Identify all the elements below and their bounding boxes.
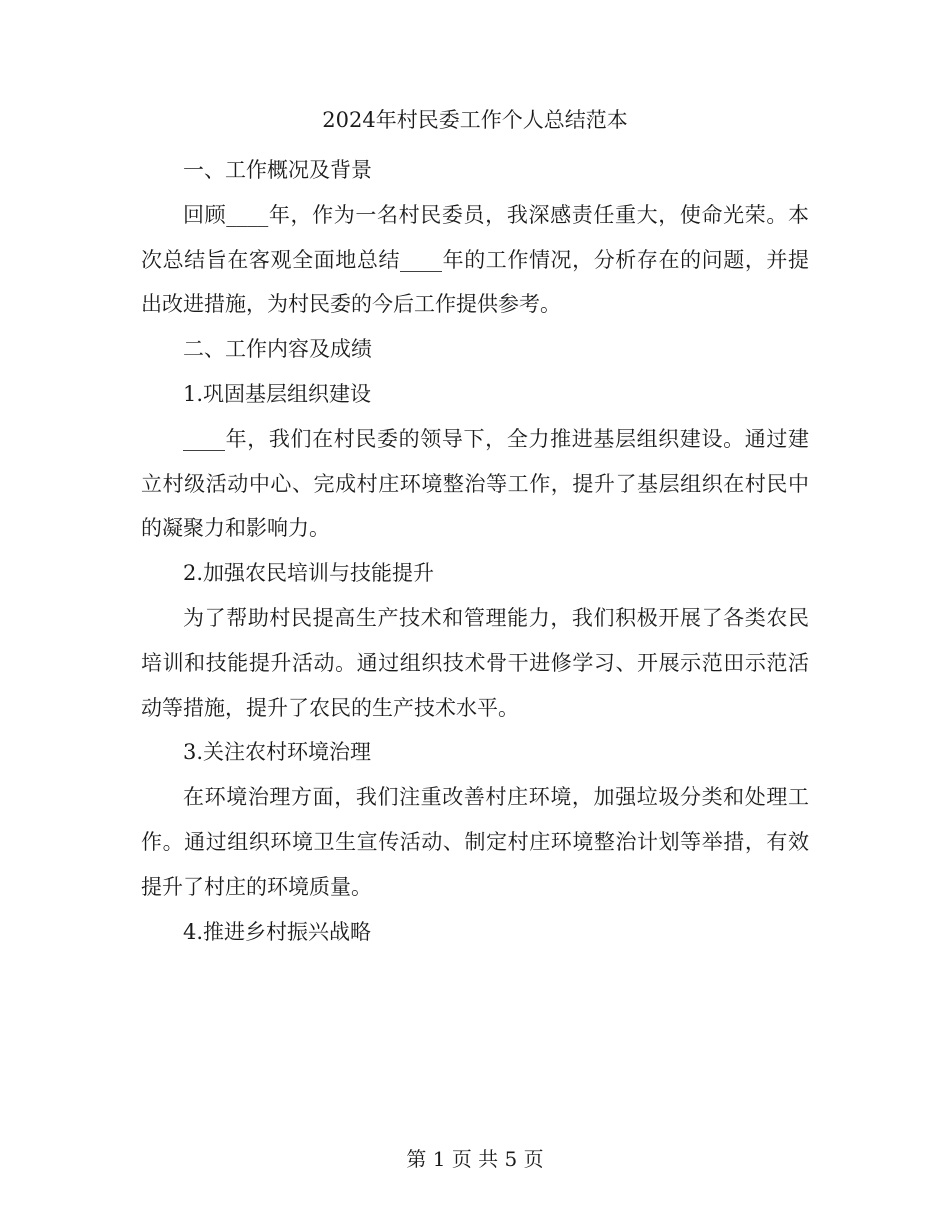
subheading-environment: 3.关注农村环境治理 xyxy=(183,740,372,765)
subheading-training: 2.加强农民培训与技能提升 xyxy=(183,561,435,586)
paragraph-overview: 回顾____年，作为一名村民委员，我深感责任重大，使命光荣。本次总结旨在客观全面地总结____年的工作情况，分析存在的问题，并提出改进措施，为村民委的今后工作提供参考。 xyxy=(141,202,809,317)
page-number-footer: 第 1 页 共 5 页 xyxy=(406,1147,544,1171)
document-body xyxy=(141,148,809,954)
paragraph-training: 为了帮助村民提高生产技术和管理能力，我们积极开展了各类农民培训和技能提升活动。通过组织技术骨干进修学习、开展示范田示范活动等措施，提升了农民的生产技术水平。 xyxy=(141,605,809,720)
document-title: 2024年村民委工作个人总结范本 xyxy=(322,108,628,132)
section-heading-achievements: 二、工作内容及成绩 xyxy=(183,337,372,362)
subheading-organization: 1.巩固基层组织建设 xyxy=(183,381,372,406)
paragraph-environment: 在环境治理方面，我们注重改善村庄环境，加强垃圾分类和处理工作。通过组织环境卫生宣传活动、制定村庄环境整治计划等举措，有效提升了村庄的环境质量。 xyxy=(141,785,809,899)
paragraph-organization: ____年，我们在村民委的领导下，全力推进基层组织建设。通过建立村级活动中心、完成村庄环境整治等工作，提升了基层组织在村民中的凝聚力和影响力。 xyxy=(141,426,809,541)
section-heading-overview: 一、工作概况及背景 xyxy=(183,158,372,182)
subheading-revitalization: 4.推进乡村振兴战略 xyxy=(183,919,372,944)
